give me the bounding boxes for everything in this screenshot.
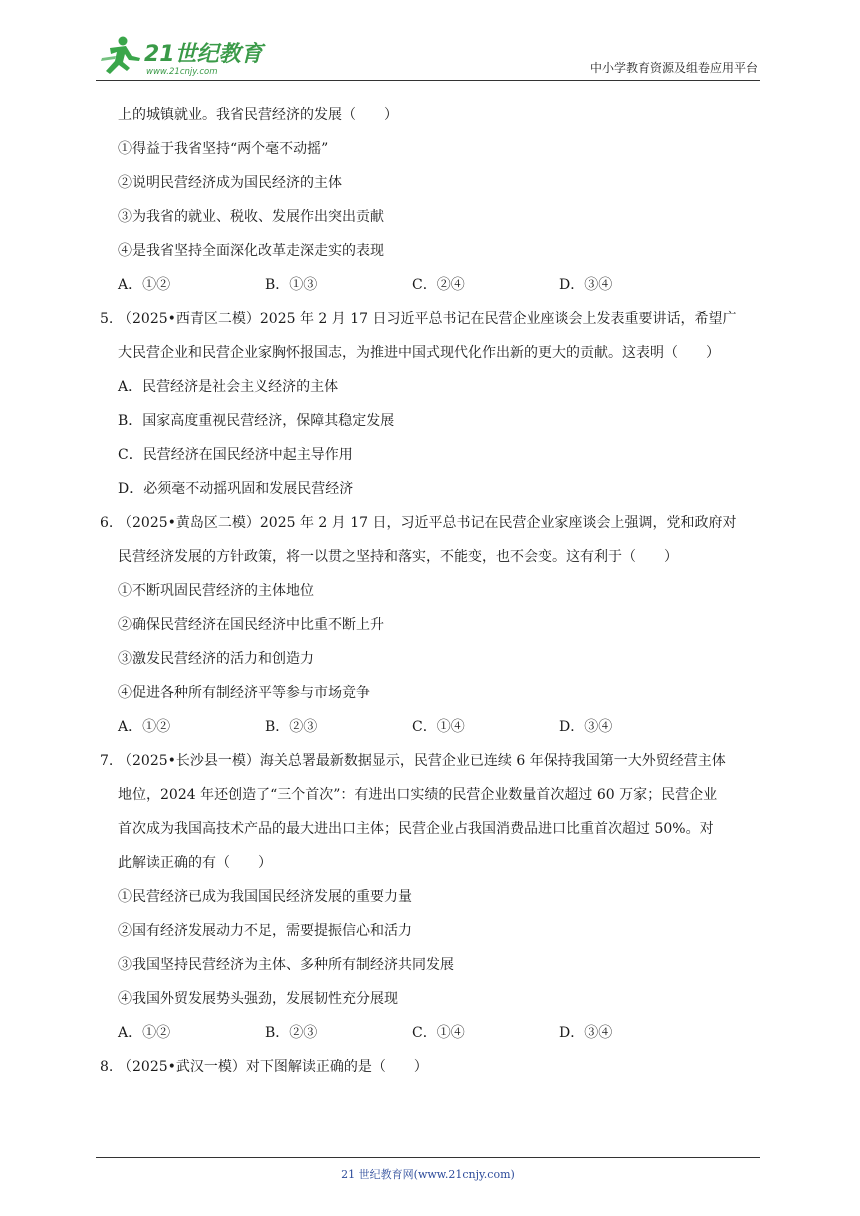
q7-stem-line: 7. （2025•长沙县一模）海关总署最新数据显示，民营企业已连续 6 年保持我国第一大外贸经营主体 <box>100 744 780 778</box>
q6-option-c: C．①④ <box>412 719 465 735</box>
q4-item: ①得益于我省坚持“两个毫不动摇” <box>118 141 329 157</box>
q5-stem-line: 大民营企业和民营企业家胸怀报国志，为推进中国式现代化作出新的更大的贡献。这表明（ ） <box>118 345 720 361</box>
q6-item: ④促进各种所有制经济平等参与市场竞争 <box>118 685 370 701</box>
question-content <box>100 98 780 1084</box>
q6-number: 6. <box>100 515 114 531</box>
q6-item: ③激发民营经济的活力和创造力 <box>118 651 314 667</box>
platform-title: 中小学教育资源及组卷应用平台 <box>589 61 758 75</box>
logo-21cnjy <box>96 34 266 78</box>
q4-option-c: C．②④ <box>412 277 465 293</box>
q7-number: 7. <box>100 753 114 769</box>
q4-options <box>100 268 780 302</box>
q7-item: ④我国外贸发展势头强劲，发展韧性充分展现 <box>118 991 398 1007</box>
page-header <box>96 30 760 81</box>
q4-option-d: D．③④ <box>559 277 613 293</box>
q6-option-a: A．①② <box>118 719 171 735</box>
q7-options <box>100 1016 780 1050</box>
q6-options <box>100 710 780 744</box>
q7-stem-line: 地位，2024 年还创造了“三个首次”：有进出口实绩的民营企业数量首次超过 60 万家；民营企业 <box>118 787 718 803</box>
q5-option-c: C．民营经济在国民经济中起主导作用 <box>118 447 353 463</box>
q4-item: ④是我省坚持全面深化改革走深走实的表现 <box>118 243 384 259</box>
q4-option-a: A．①② <box>118 277 171 293</box>
q7-item: ②国有经济发展动力不足，需要提振信心和活力 <box>118 923 412 939</box>
q4-item: ②说明民营经济成为国民经济的主体 <box>118 175 342 191</box>
q8-stem-line: 8. （2025•武汉一模）对下图解读正确的是（ ） <box>100 1050 780 1084</box>
q6-option-d: D．③④ <box>559 719 613 735</box>
q5-option-d: D．必须毫不动摇巩固和发展民营经济 <box>118 481 354 497</box>
svg-text:21世纪教育: 21世纪教育 <box>144 42 263 67</box>
svg-text:www.21cnjy.com: www.21cnjy.com <box>146 67 218 77</box>
q7-item: ①民营经济已成为我国国民经济发展的重要力量 <box>118 889 412 905</box>
q7-option-b: B．②③ <box>265 1025 318 1041</box>
q7-stem-line: 此解读正确的有（ ） <box>118 855 272 871</box>
q4-item: ③为我省的就业、税收、发展作出突出贡献 <box>118 209 384 225</box>
q7-stem-line: 首次成为我国高技术产品的最大进出口主体；民营企业占我国消费品进口比重首次超过 50%。对 <box>118 821 714 837</box>
q6-stem-line: 6. （2025•黄岛区二模）2025 年 2 月 17 日，习近平总书记在民营企业家座谈会上强调，党和政府对 <box>100 506 780 540</box>
q5-number: 5. <box>100 311 114 327</box>
q6-item: ①不断巩固民营经济的主体地位 <box>118 583 314 599</box>
page-footer[interactable]: 21 世纪教育网(www.21cnjy.com) <box>96 1157 760 1182</box>
q7-item: ③我国坚持民营经济为主体、多种所有制经济共同发展 <box>118 957 454 973</box>
q5-stem-line: 5. （2025•西青区二模）2025 年 2 月 17 日习近平总书记在民营企业座谈会上发表重要讲话，希望广 <box>100 302 780 336</box>
q5-option-a: A．民营经济是社会主义经济的主体 <box>118 379 339 395</box>
q4-option-b: B．①③ <box>265 277 318 293</box>
q4-stem-tail: 上的城镇就业。我省民营经济的发展（ ） <box>118 107 398 123</box>
q7-option-a: A．①② <box>118 1025 171 1041</box>
q7-option-d: D．③④ <box>559 1025 613 1041</box>
q6-item: ②确保民营经济在国民经济中比重不断上升 <box>118 617 384 633</box>
q8-number: 8. <box>100 1059 114 1075</box>
q7-option-c: C．①④ <box>412 1025 465 1041</box>
q6-stem-line: 民营经济发展的方针政策，将一以贯之坚持和落实，不能变，也不会变。这有利于（ ） <box>118 549 678 565</box>
q6-option-b: B．②③ <box>265 719 318 735</box>
q5-option-b: B．国家高度重视民营经济，保障其稳定发展 <box>118 413 395 429</box>
